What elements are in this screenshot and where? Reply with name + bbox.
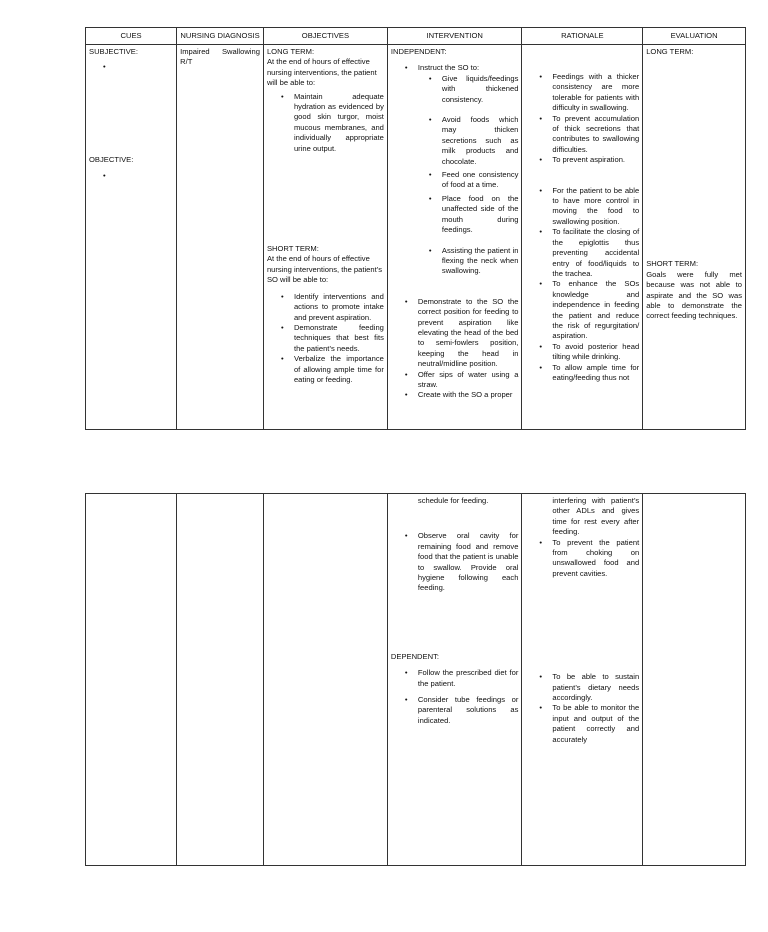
rationale-cell [522,494,643,866]
objectives-long-list [267,92,384,154]
list-item: • Create with the SO a proper [391,390,519,400]
header-objectives: OBJECTIVES [263,28,387,45]
dependent-list [391,668,519,726]
list-item: • Give liquids/feedings with thickened consistency. [418,74,519,105]
care-plan-table-page-1 [85,27,746,430]
list-item: • To enhance the SOs knowledge and independence in feeding the patient and reduce the risk of regurgitation/ aspiration. [525,279,639,341]
subjective-bullet [89,62,173,72]
header-rationale: RATIONALE [522,28,643,45]
intervention-list [391,531,519,593]
list-item: • To prevent accumulation of thick secretions that contributes to swallowing difficulties. [525,114,639,156]
list-item: • Avoid foods which may thicken secretions such as milk products and chocolate. [418,115,519,167]
header-nursing-diagnosis: NURSING DIAGNOSIS [177,28,264,45]
objectives-long-intro: At the end of hours of effective nursing interventions, the patient will be able to: [266,57,377,88]
subjective-label: SUBJECTIVE: [89,47,138,56]
list-item: • To facilitate the closing of the epiglottis thus preventing accidental entry of food/liquids to the trachea. [525,227,639,279]
care-plan-table-page-2 [85,493,746,866]
list-item: • Follow the prescribed diet for the patient. [391,668,519,689]
evaluation-long-heading: LONG TERM: [646,47,694,56]
evaluation-short-text: Goals were fully met because was not able to aspirate and the SO was able to demonstrate the correct feeding techniques. [646,269,742,321]
diagnosis-cell [177,494,264,866]
list-item: • Verbalize the importance of allowing ample time for eating or feeding. [267,354,384,385]
intervention-list [391,297,519,401]
list-item: • Place food on the unaffected side of the mouth during feedings. [418,194,519,236]
objectives-short-heading: SHORT TERM: [266,244,319,254]
instruct-label: Instruct the SO to: [417,63,480,73]
list-item: • To be able to monitor the input and output of the patient correctly and accurately [525,703,639,745]
list-item: • Consider tube feedings or parenteral solutions as indicated. [391,695,519,726]
list-item: • To prevent aspiration. [525,155,639,165]
intervention-cell [387,494,522,866]
list-item: • To allow ample time for eating/feeding thus not [525,363,639,384]
list-item [391,63,519,276]
intervention-cell [387,45,522,430]
list-item: • Demonstrate to the SO the correct position for feeding to prevent aspiration like elevating the head of the bed to semi-fowlers position, keeping the head in neutral/midline position. [391,297,519,370]
rationale-continued: interfering with patient’s other ADLs and gives time for rest every after feeding. [552,496,640,537]
header-intervention: INTERVENTION [387,28,522,45]
dependent-heading: DEPENDENT: [390,651,439,661]
rationale-dependent-list [525,672,639,745]
independent-heading: INDEPENDENT: [390,47,447,56]
cues-cell [86,494,177,866]
header-cues: CUES [86,28,177,45]
list-item: • Feed one consistency of food at a time. [418,170,519,191]
list-item: • Maintain adequate hydration as evidenced by good skin turgor, moist mucous membranes, and individually appropriate urine output. [267,92,384,154]
evaluation-cell [643,494,746,866]
evaluation-cell [643,45,746,430]
evaluation-short-heading: SHORT TERM: [646,259,699,269]
body-row [86,45,746,430]
diagnosis-text: Impaired Swallowing R/T [180,47,260,67]
list-item: • Offer sips of water using a straw. [391,370,519,391]
objectives-short-list [267,292,384,386]
instruct-list [391,63,519,276]
list-item: • To prevent the patient from choking on unswallowed food and prevent cavities. [525,538,639,580]
objectives-short-intro: At the end of hours of effective nursing interventions, the patient’s SO will be able to: [266,254,383,285]
body-row [86,494,746,866]
list-item: • To be able to sustain patient’s dietary needs accordingly. [525,672,639,703]
list-item: • For the patient to be able to have more control in moving the food to swallowing position. [525,186,639,228]
diagnosis-cell [177,45,264,430]
rationale-list [525,72,639,383]
intervention-continued: schedule for feeding. [417,496,489,505]
list-item: • Demonstrate feeding techniques that best fits the patient’s needs. [267,323,384,354]
objective-bullet [89,171,173,181]
list-item: • Feedings with a thicker consistency are more tolerable for patients with difficulty in swallowing. [525,72,639,114]
list-item: • Identify interventions and actions to promote intake and prevent aspiration. [267,292,384,323]
objectives-cell [263,494,387,866]
header-evaluation: EVALUATION [643,28,746,45]
rationale-cell [522,45,643,430]
list-item: • Assisting the patient in flexing the neck when swallowing. [418,246,519,277]
list-item: • Observe oral cavity for remaining food and remove food that the patient is unable to swallow. Provide oral hygiene following each feeding. [391,531,519,593]
header-row [86,28,746,45]
list-item: • To avoid posterior head tilting while drinking. [525,342,639,363]
objectives-long-heading: LONG TERM: [266,47,315,56]
cues-cell [86,45,177,430]
instruct-sublist [418,74,519,277]
objectives-cell [263,45,387,430]
rationale-list [525,538,639,580]
objective-label: OBJECTIVE: [89,155,134,165]
